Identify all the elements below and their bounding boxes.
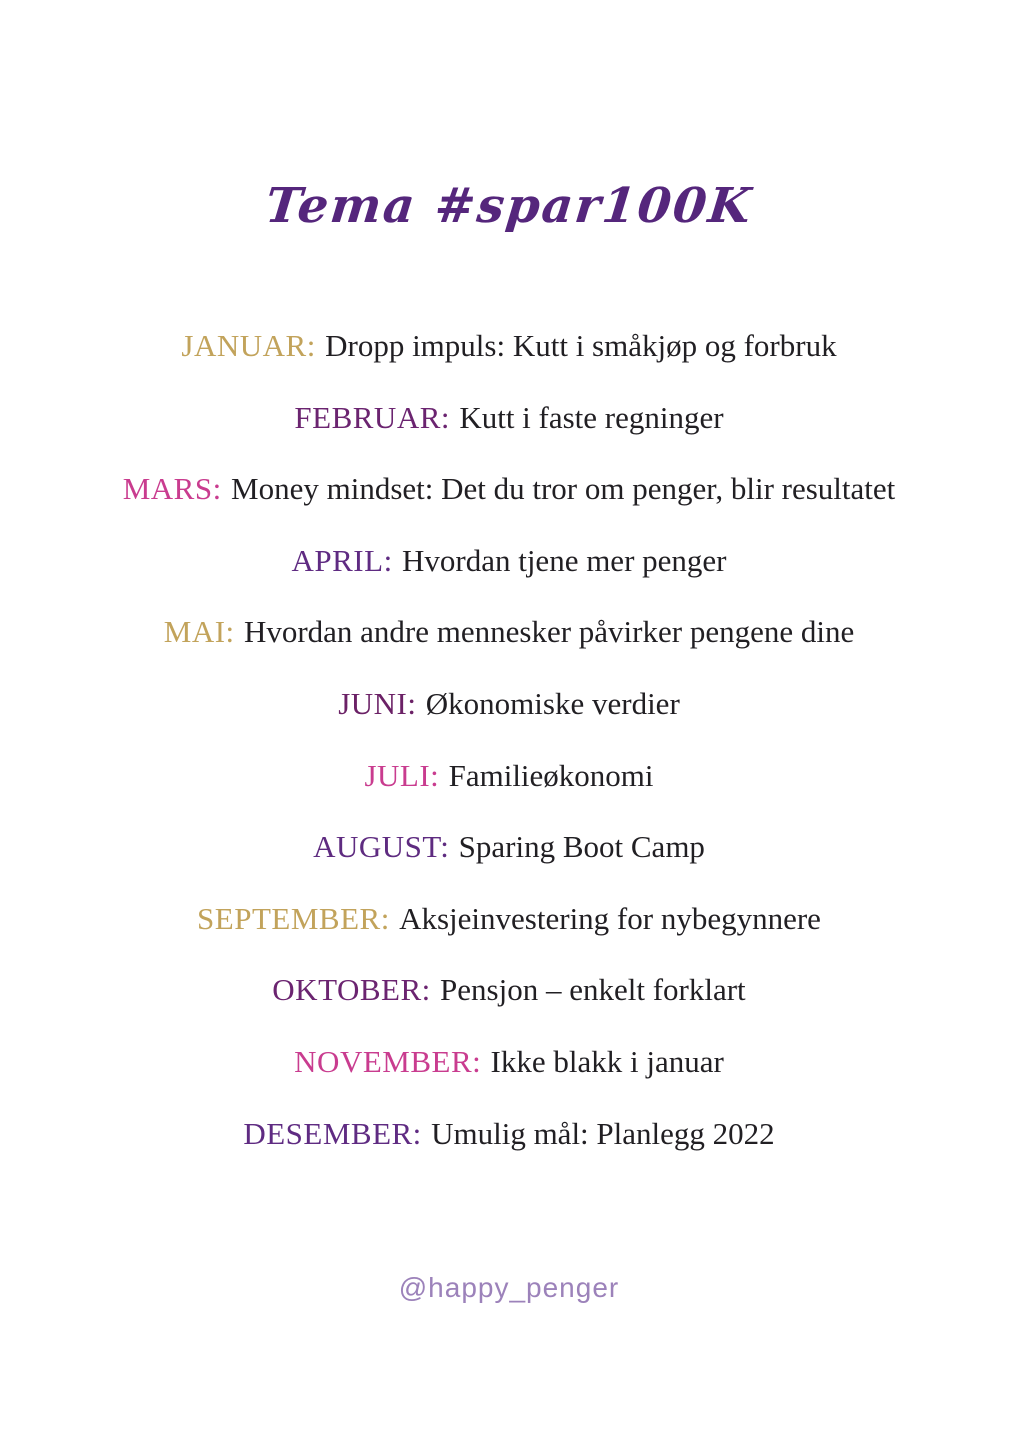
- month-label: NOVEMBER:: [294, 1043, 482, 1079]
- month-text: Familieøkonomi: [448, 757, 654, 793]
- month-text: Money mindset: Det du tror om penger, blir resultatet: [231, 471, 896, 507]
- month-label: MAI:: [163, 614, 235, 650]
- month-line: [0, 596, 1018, 668]
- month-text: Sparing Boot Camp: [458, 829, 705, 865]
- month-text: Umulig mål: Planlegg 2022: [431, 1115, 775, 1151]
- month-text: Økonomiske verdier: [425, 685, 680, 721]
- month-list: [0, 310, 1018, 1169]
- month-text: Dropp impuls: Kutt i småkjøp og forbruk: [325, 328, 837, 363]
- footer-handle: @happy_penger: [398, 1272, 620, 1303]
- month-label: FEBRUAR:: [294, 399, 451, 435]
- month-label: AUGUST:: [313, 829, 450, 865]
- month-label: JANUAR:: [181, 328, 316, 363]
- month-text: Pensjon – enkelt forklart: [440, 972, 746, 1008]
- month-line: [0, 453, 1018, 525]
- month-line: [0, 668, 1018, 740]
- month-label: SEPTEMBER:: [197, 900, 390, 936]
- month-text: Hvordan andre mennesker påvirker pengene dine: [243, 614, 855, 650]
- month-label: APRIL:: [291, 542, 393, 578]
- month-line: [0, 382, 1018, 454]
- month-line: [0, 740, 1018, 812]
- month-line: [0, 883, 1018, 955]
- month-line: [0, 811, 1018, 883]
- month-line: [0, 310, 1018, 382]
- month-line: [0, 954, 1018, 1026]
- month-label: JUNI:: [338, 685, 417, 721]
- page-title: Tema #spar100K: [262, 178, 756, 234]
- month-text: Ikke blakk i januar: [490, 1043, 724, 1079]
- month-text: Aksjeinvestering for nybegynnere: [399, 900, 821, 936]
- month-label: OKTOBER:: [272, 972, 431, 1008]
- month-line: [0, 1026, 1018, 1098]
- month-label: MARS:: [122, 471, 222, 507]
- month-text: Kutt i faste regninger: [459, 399, 724, 435]
- month-label: JULI:: [364, 757, 440, 793]
- month-line: [0, 525, 1018, 597]
- month-text: Hvordan tjene mer penger: [401, 542, 727, 578]
- month-label: DESEMBER:: [243, 1115, 422, 1151]
- month-line: [0, 1098, 1018, 1170]
